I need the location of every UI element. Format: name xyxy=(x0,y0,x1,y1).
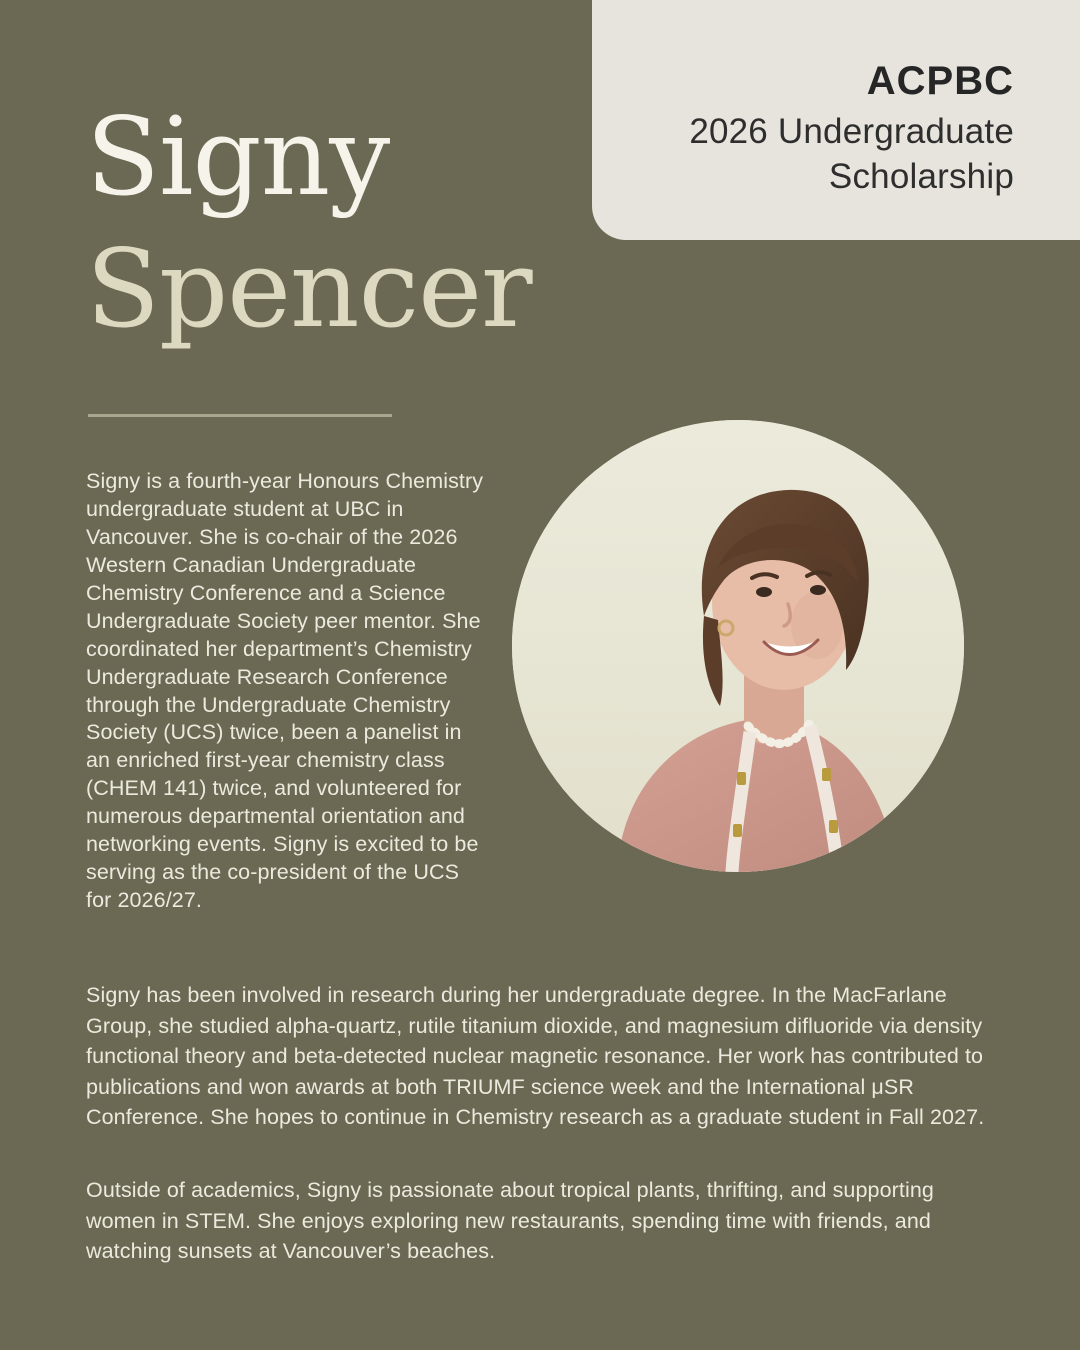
bio-paragraph-1: Signy is a fourth-year Honours Chemistry undergraduate student at UBC in Vancouver. She is co-chair of the 2026 Western Canadian Undergraduate Chemistry Conference and a Science Undergraduate Society peer mentor. She coordinated her department’s Chemistry Undergraduate Research Conference through the Undergraduate Chemistry Society (UCS) twice, been a panelist in an enriched first-year chemistry class (CHEM 141) twice, and volunteered for numerous departmental orientation and networking events. Signy is excited to be serving as the co-president of the UCS for 2026/27. xyxy=(86,469,484,913)
scholarship-badge xyxy=(592,0,1080,240)
first-name: Signy xyxy=(86,95,390,220)
last-name: Spencer xyxy=(86,226,532,352)
portrait-illustration xyxy=(512,420,964,872)
recipient-name xyxy=(86,92,556,356)
scholarship-title: 2026 Undergraduate Scholarship xyxy=(689,112,1014,196)
bio-paragraph-3: Outside of academics, Signy is passionate about tropical plants, thrifting, and supporting women in STEM. She enjoys exploring new restaurants, spending time with friends, and watching sunsets at Vancouver’s beaches. xyxy=(86,1178,934,1264)
divider-rule xyxy=(88,414,392,417)
organization-acronym: ACPBC xyxy=(866,59,1014,103)
bio-paragraph-2: Signy has been involved in research during her undergraduate degree. In the MacFarlane Group, she studied alpha-quartz, rutile titanium dioxide, and magnesium difluoride via density functional theory and beta-detected nuclear magnetic resonance. Her work has contributed to publications and won awards at both TRIUMF science week and the International μSR Conference. She hopes to continue in Chemistry research as a graduate student in Fall 2027. xyxy=(86,983,985,1130)
portrait-photo xyxy=(512,420,964,872)
